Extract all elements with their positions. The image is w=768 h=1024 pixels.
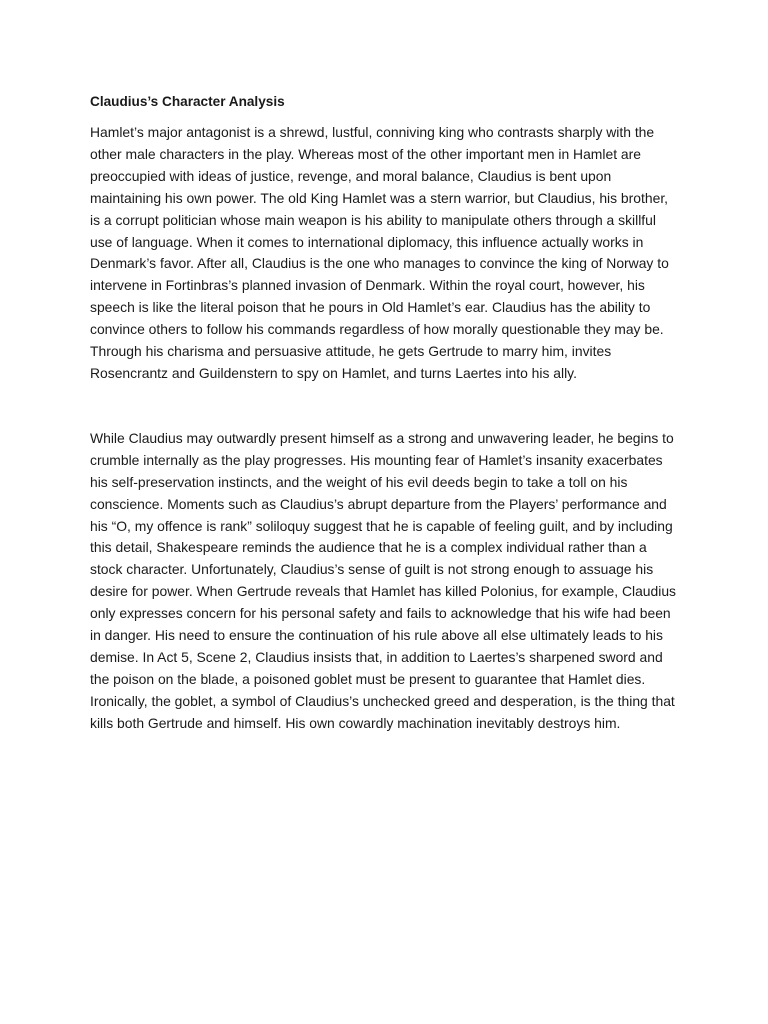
document-body	[90, 92, 678, 735]
paragraph-2: While Claudius may outwardly present himself as a strong and unwavering leader, he begins to crumble internally as the play progresses. His mounting fear of Hamlet’s insanity exacerbates his self-preservation instincts, and the weight of his evil deeds begin to take a toll on his conscience. Moments such as Claudius’s abrupt departure from the Players’ performance and his “O, my offence is rank” soliloquy suggest that he is capable of feeling guilt, and by including this detail, Shakespeare reminds the audience that he is a complex individual rather than a stock character. Unfortunately, Claudius’s sense of guilt is not strong enough to assuage his desire for power. When Gertrude reveals that Hamlet has killed Polonius, for example, Claudius only expresses concern for his personal safety and fails to acknowledge that his wife had been in danger. His need to ensure the continuation of his rule above all else ultimately leads to his demise. In Act 5, Scene 2, Claudius insists that, in addition to Laertes’s sharpened sword and the poison on the blade, a poisoned goblet must be present to guarantee that Hamlet dies. Ironically, the goblet, a symbol of Claudius’s unchecked greed and desperation, is the thing that kills both Gertrude and himself. His own cowardly machination inevitably destroys him.	[90, 429, 677, 731]
document-title: Claudius’s Character Analysis	[90, 94, 285, 109]
paragraph-1: Hamlet’s major antagonist is a shrewd, lustful, conniving king who contrasts sharply with the other male characters in the play. Whereas most of the other important men in Hamlet are preoccupied with ideas of justice, revenge, and moral balance, Claudius is bent upon maintaining his own power. The old King Hamlet was a stern warrior, but Claudius, his brother, is a corrupt politician whose main weapon is his ability to manipulate others through a skillful use of language. When it comes to international diplomacy, this influence actually works in Denmark’s favor. After all, Claudius is the one who manages to convince the king of Norway to intervene in Fortinbras’s planned invasion of Denmark. Within the royal court, however, his speech is like the literal poison that he pours in Old Hamlet’s ear. Claudius has the ability to convince others to follow his commands regardless of how morally questionable they may be. Through his charisma and persuasive attitude, he gets Gertrude to marry him, invites Rosencrantz and Guildenstern to spy on Hamlet, and turns Laertes into his ally.	[90, 124, 669, 381]
